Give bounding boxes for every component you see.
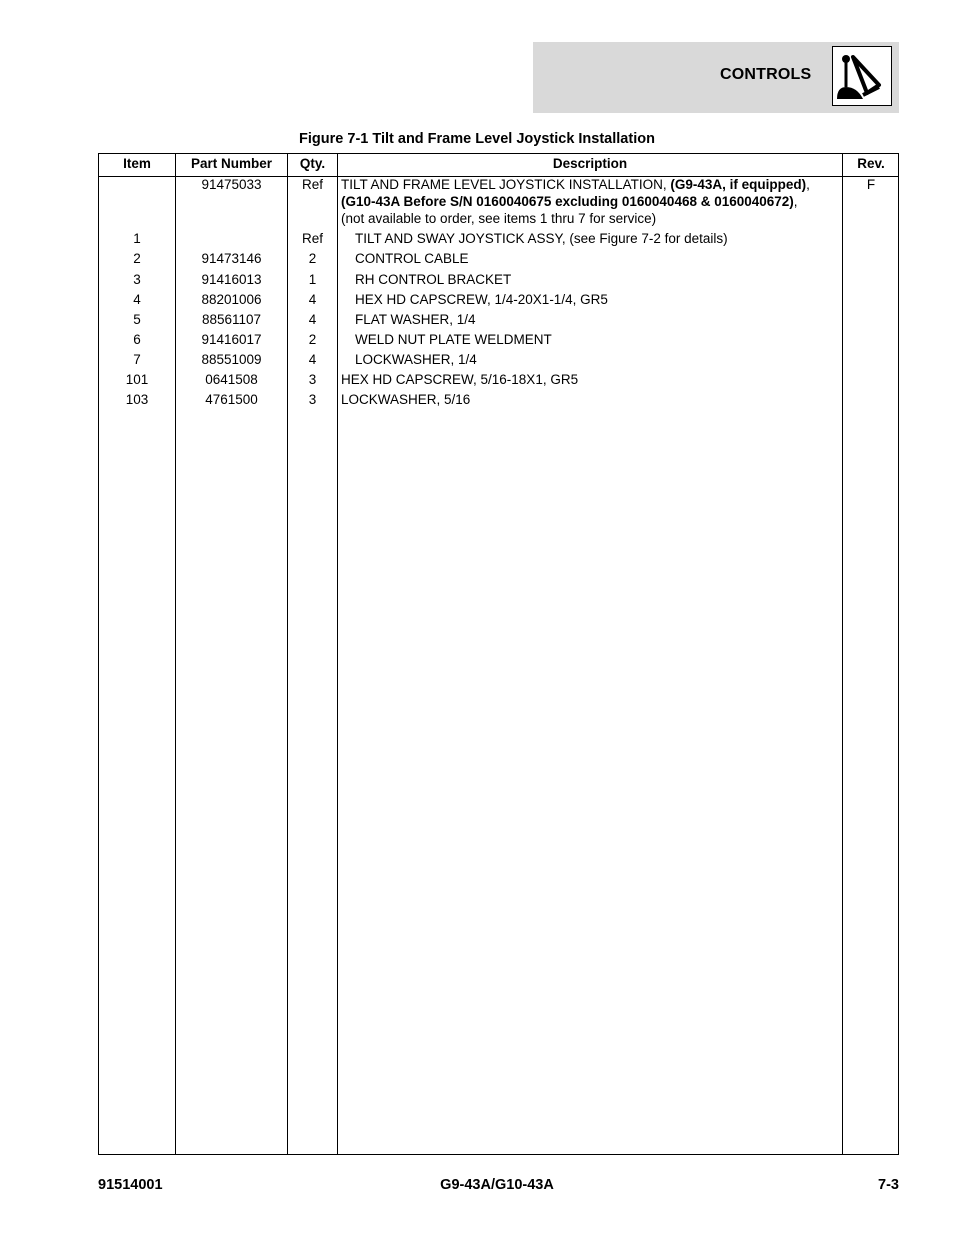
description-text: , bbox=[793, 194, 798, 209]
joystick-icon bbox=[832, 46, 892, 106]
description-text: TILT AND FRAME LEVEL JOYSTICK INSTALLATION, bbox=[341, 177, 671, 192]
cell-item: 4 bbox=[133, 292, 141, 307]
cell-part-number: 88561107 bbox=[201, 312, 262, 327]
cell-qty: Ref bbox=[301, 231, 323, 246]
cell-rev: F bbox=[866, 177, 876, 192]
column-divider bbox=[842, 154, 843, 1154]
cell-qty: 4 bbox=[308, 312, 317, 327]
cell-part-number: 0641508 bbox=[205, 372, 258, 387]
footer-document-number: 91514001 bbox=[98, 1177, 163, 1193]
column-header-qty: Qty. bbox=[299, 156, 326, 171]
column-header-rev: Rev. bbox=[857, 156, 885, 171]
description-bold-text: (G10-43A Before S/N 0160040675 excluding 0160040468 & 0160040672) bbox=[341, 194, 794, 209]
cell-description: HEX HD CAPSCREW, 5/16-18X1, GR5 bbox=[341, 372, 579, 387]
column-header-description: Description bbox=[552, 156, 628, 171]
cell-part-number: 91473146 bbox=[201, 251, 262, 266]
cell-description: FLAT WASHER, 1/4 bbox=[355, 312, 476, 327]
cell-description: HEX HD CAPSCREW, 1/4-20X1-1/4, GR5 bbox=[355, 292, 608, 307]
column-header-item: Item bbox=[123, 156, 151, 171]
cell-item: 101 bbox=[125, 372, 149, 387]
cell-qty: 2 bbox=[308, 251, 317, 266]
cell-description-line-3: (not available to order, see items 1 thru 7 for service) bbox=[341, 211, 657, 226]
cell-item: 103 bbox=[125, 392, 149, 407]
cell-qty: 2 bbox=[308, 332, 317, 347]
cell-qty: 1 bbox=[308, 272, 317, 287]
cell-description: TILT AND SWAY JOYSTICK ASSY, (see Figure 7-2 for details) bbox=[355, 231, 728, 246]
cell-qty: 4 bbox=[308, 292, 317, 307]
section-title: CONTROLS bbox=[720, 66, 812, 83]
cell-description: CONTROL CABLE bbox=[355, 251, 469, 266]
cell-part-number: 91416017 bbox=[201, 332, 262, 347]
description-bold-text: (G9-43A, if equipped) bbox=[670, 177, 807, 192]
cell-description: LOCKWASHER, 1/4 bbox=[355, 352, 477, 367]
cell-part-number: 91416013 bbox=[201, 272, 262, 287]
cell-part-number: 91475033 bbox=[201, 177, 262, 192]
cell-qty: 3 bbox=[308, 392, 317, 407]
cell-description: WELD NUT PLATE WELDMENT bbox=[355, 332, 552, 347]
cell-item: 2 bbox=[133, 251, 141, 266]
footer-page-number: 7-3 bbox=[878, 1177, 899, 1193]
cell-item: 3 bbox=[133, 272, 141, 287]
cell-part-number: 4761500 bbox=[205, 392, 258, 407]
cell-qty: 3 bbox=[308, 372, 317, 387]
column-header-part-number: Part Number bbox=[190, 156, 273, 171]
cell-description bbox=[341, 177, 810, 193]
cell-description: RH CONTROL BRACKET bbox=[355, 272, 512, 287]
cell-description-line-2 bbox=[341, 194, 798, 210]
cell-part-number: 88201006 bbox=[201, 292, 262, 307]
cell-description: LOCKWASHER, 5/16 bbox=[341, 392, 471, 407]
footer-model: G9-43A/G10-43A bbox=[440, 1177, 554, 1193]
cell-item: 1 bbox=[133, 231, 141, 246]
column-divider bbox=[337, 154, 338, 1154]
cell-qty: Ref bbox=[301, 177, 323, 192]
cell-item: 5 bbox=[133, 312, 141, 327]
figure-title: Figure 7-1 Tilt and Frame Level Joystick Installation bbox=[299, 131, 655, 147]
parts-table bbox=[98, 153, 899, 1155]
cell-part-number: 88551009 bbox=[201, 352, 262, 367]
cell-item: 7 bbox=[133, 352, 141, 367]
cell-qty: 4 bbox=[308, 352, 317, 367]
cell-item: 6 bbox=[133, 332, 141, 347]
description-text: , bbox=[806, 177, 810, 192]
